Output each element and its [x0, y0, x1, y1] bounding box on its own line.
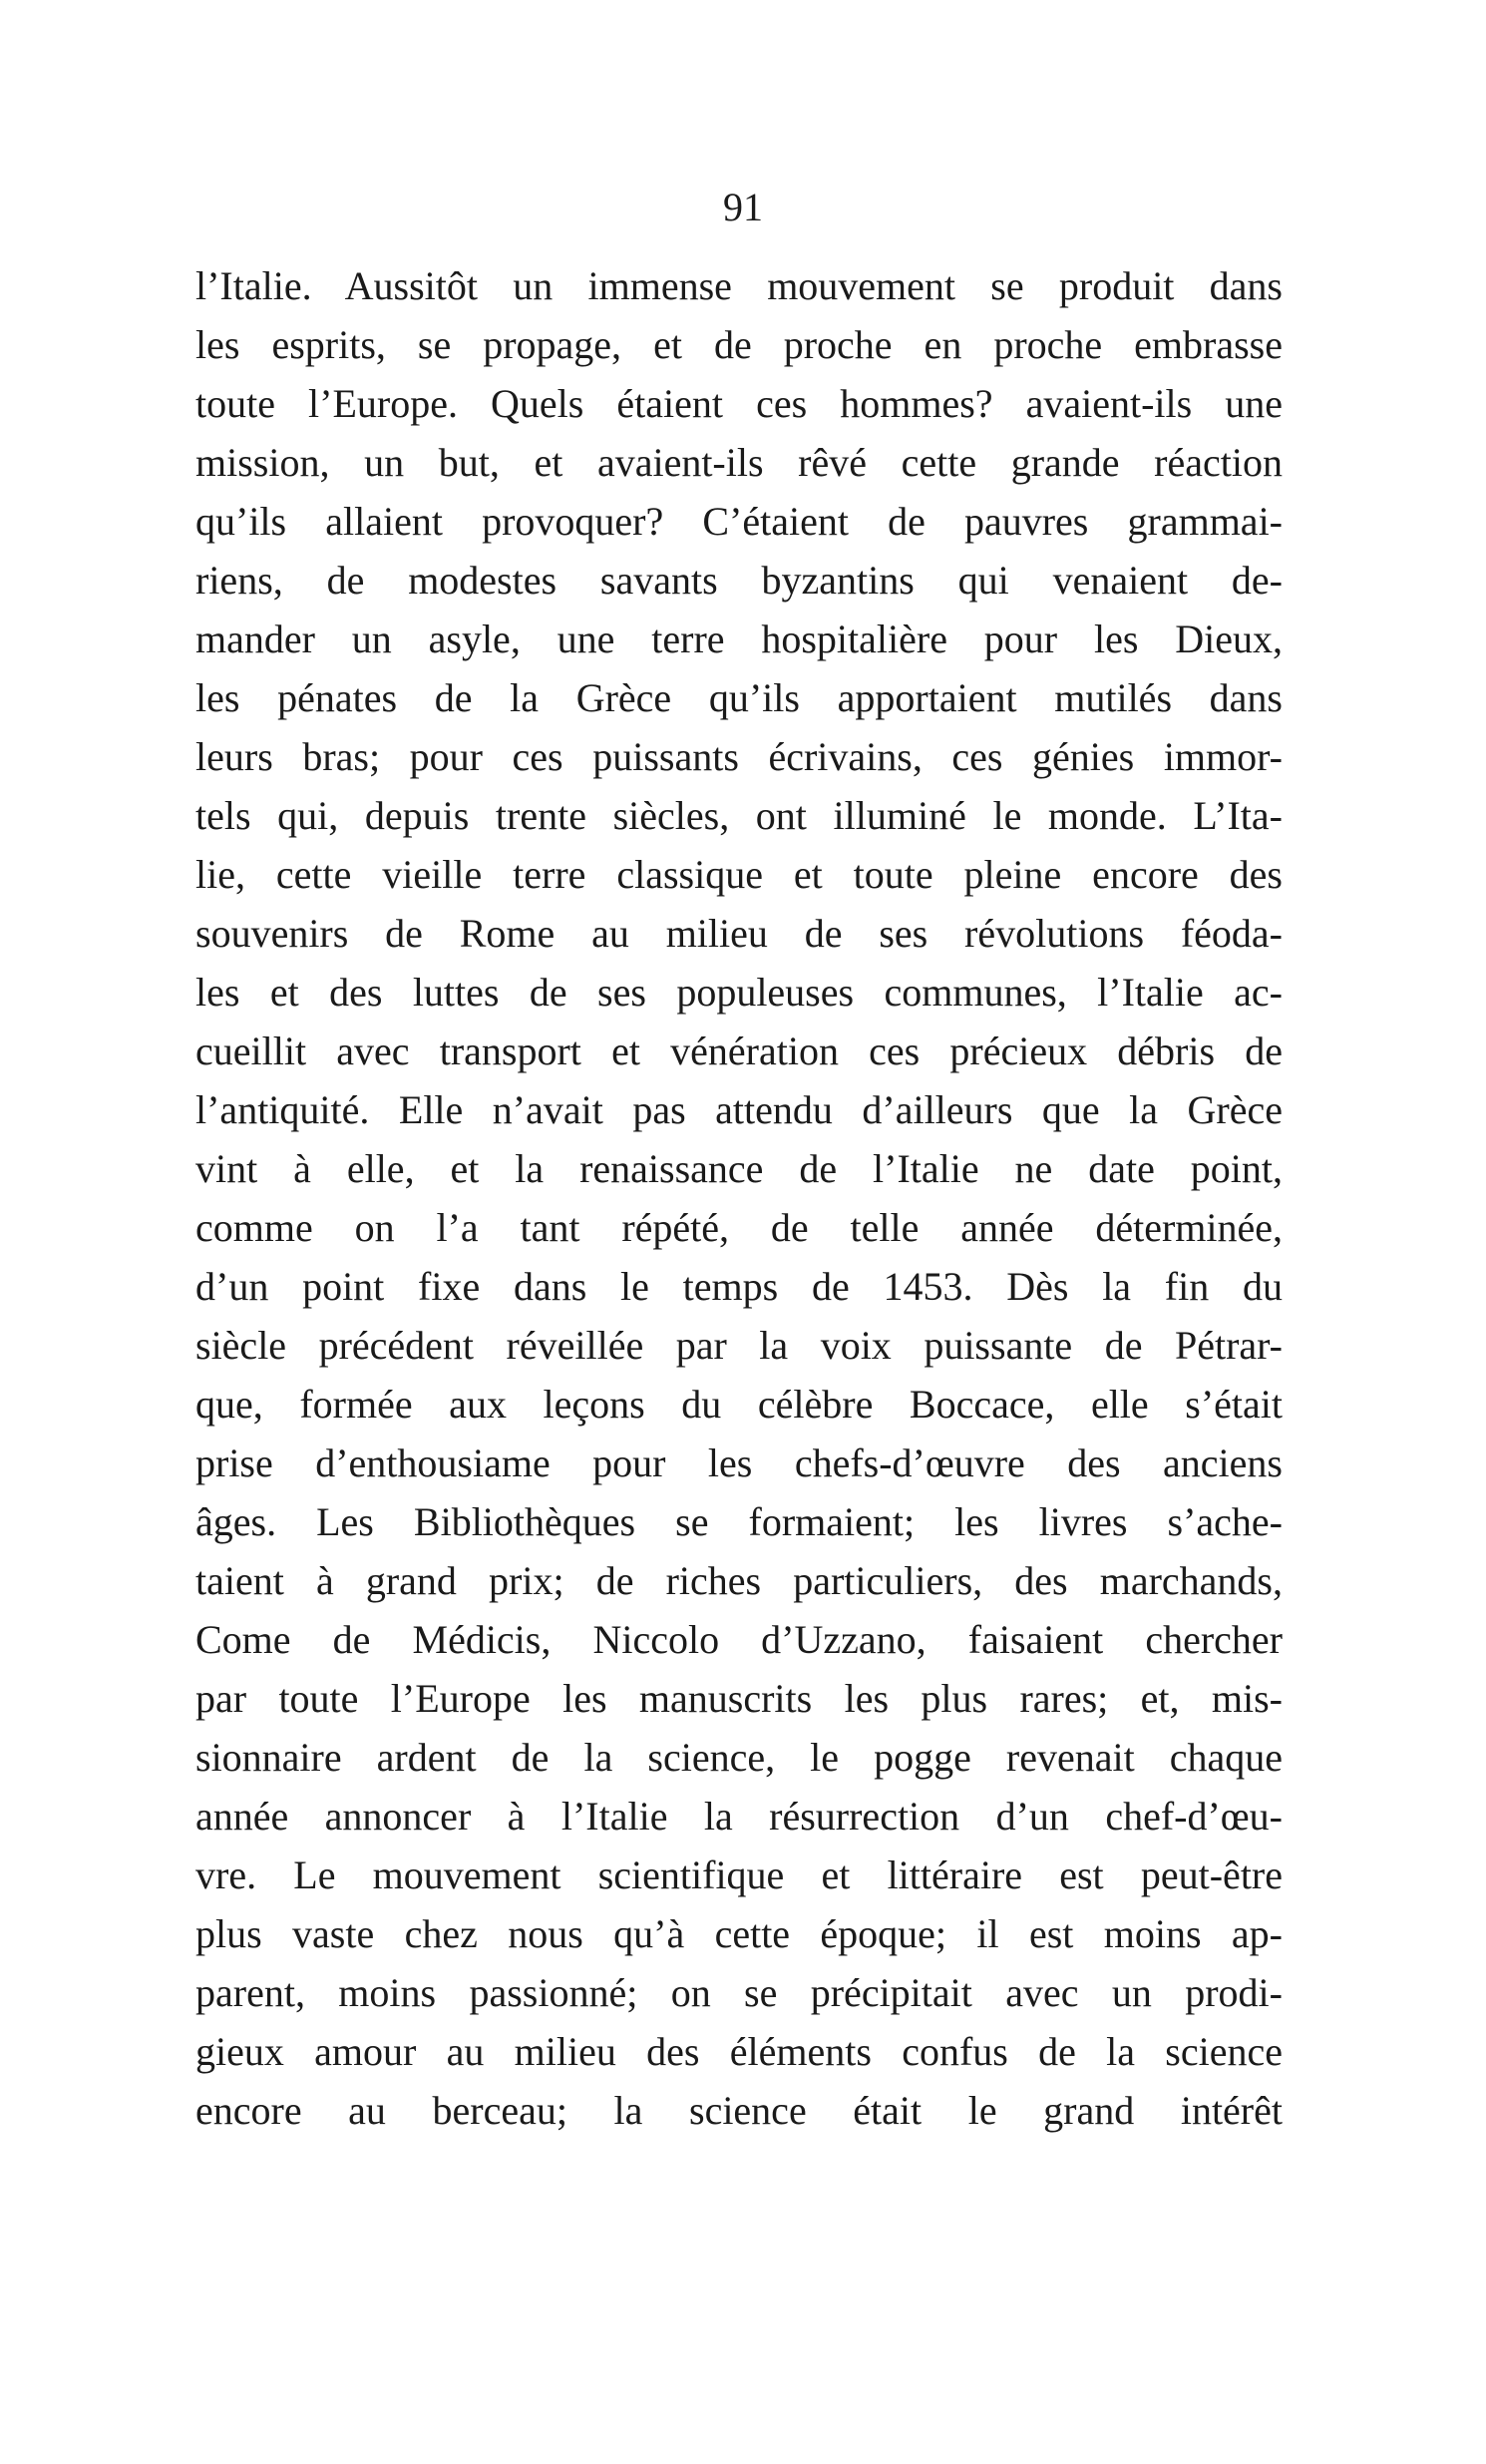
text-line: d’un point fixe dans le temps de 1453. Dès la fin du [195, 1264, 1283, 1309]
text-line: qu’ils allaient provoquer? C’étaient de pauvres grammai- [195, 499, 1283, 544]
text-line: comme on l’a tant répété, de telle année déterminée, [195, 1205, 1283, 1250]
text-line: taient à grand prix; de riches particuliers, des marchands, [195, 1558, 1283, 1603]
text-line: mander un asyle, une terre hospitalière pour les Dieux, [195, 616, 1283, 661]
text-line: les esprits, se propage, et de proche en proche embrasse [195, 322, 1283, 367]
text-line: les et des luttes de ses populeuses communes, l’Italie ac- [195, 970, 1283, 1015]
text-line: l’antiquité. Elle n’avait pas attendu d’ailleurs que la Grèce [195, 1087, 1283, 1132]
text-line: siècle précédent réveillée par la voix puissante de Pétrar- [195, 1323, 1283, 1368]
text-line: leurs bras; pour ces puissants écrivains, ces génies immor- [195, 734, 1283, 779]
text-line: vre. Le mouvement scientifique et littéraire est peut-être [195, 1852, 1283, 1897]
text-line: prise d’enthousiame pour les chefs-d’œuvre des anciens [195, 1440, 1283, 1485]
text-line: gieux amour au milieu des éléments confus de la science [195, 2029, 1283, 2074]
page-number: 91 [723, 185, 763, 229]
text-line: vint à elle, et la renaissance de l’Italie ne date point, [195, 1146, 1283, 1191]
text-line: Come de Médicis, Niccolo d’Uzzano, faisaient chercher [195, 1617, 1283, 1662]
text-line: encore au berceau; la science était le grand intérêt [195, 2088, 1283, 2133]
text-line: lie, cette vieille terre classique et toute pleine encore des [195, 852, 1283, 897]
text-line: plus vaste chez nous qu’à cette époque; il est moins ap- [195, 1911, 1283, 1956]
text-line: les pénates de la Grèce qu’ils apportaient mutilés dans [195, 675, 1283, 720]
text-line: l’Italie. Aussitôt un immense mouvement se produit dans [195, 263, 1283, 308]
text-line: tels qui, depuis trente siècles, ont illuminé le monde. L’Ita- [195, 793, 1283, 838]
text-line: sionnaire ardent de la science, le pogge revenait chaque [195, 1735, 1283, 1780]
text-line: toute l’Europe. Quels étaient ces hommes? avaient-ils une [195, 381, 1283, 426]
text-line: parent, moins passionné; on se précipitait avec un prodi- [195, 1970, 1283, 2015]
body-text [195, 256, 1283, 2140]
text-line: par toute l’Europe les manuscrits les plus rares; et, mis- [195, 1676, 1283, 1721]
text-line: mission, un but, et avaient-ils rêvé cette grande réaction [195, 440, 1283, 485]
text-line: année annoncer à l’Italie la résurrection d’un chef-d’œu- [195, 1794, 1283, 1839]
text-line: cueillit avec transport et vénération ces précieux débris de [195, 1028, 1283, 1073]
text-line: âges. Les Bibliothèques se formaient; les livres s’ache- [195, 1499, 1283, 1544]
text-line: souvenirs de Rome au milieu de ses révolutions féoda- [195, 911, 1283, 956]
text-line: que, formée aux leçons du célèbre Boccace, elle s’était [195, 1382, 1283, 1427]
text-line: riens, de modestes savants byzantins qui venaient de- [195, 558, 1283, 603]
